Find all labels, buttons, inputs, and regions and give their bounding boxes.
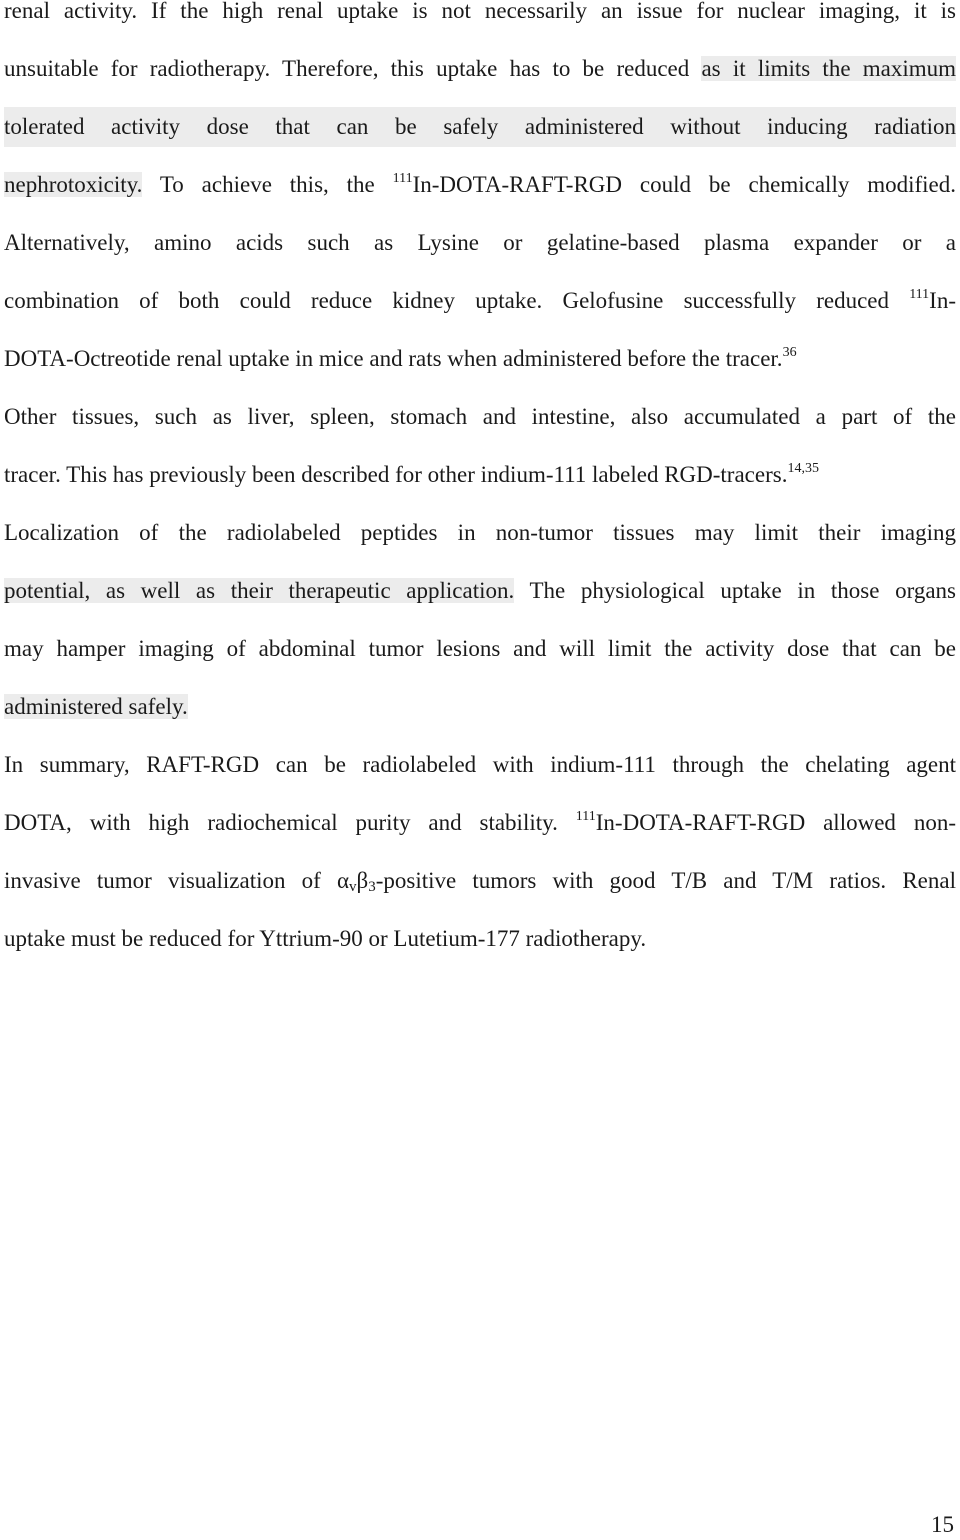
text-line — [4, 919, 956, 959]
highlighted-text-line — [4, 107, 956, 147]
highlighted-text: nephrotoxicity. — [4, 172, 143, 197]
text-run: In- — [929, 288, 956, 313]
text-line — [4, 165, 956, 205]
text-run: Localization of the radiolabeled peptides in non-tumor tissues may limit their imaging — [4, 520, 956, 545]
text-line — [4, 803, 956, 843]
subscript: 3 — [368, 879, 376, 895]
text-line — [4, 687, 956, 727]
text-line — [4, 0, 956, 31]
text-line — [4, 49, 956, 89]
text-run: Other tissues, such as liver, spleen, stomach and intestine, also accumulated a part of the — [4, 404, 956, 429]
superscript-isotope: 111 — [392, 171, 413, 186]
text-run: To achieve this, the — [142, 172, 393, 197]
text-run: The physiological uptake in those organs — [514, 578, 956, 603]
highlighted-text: administered safely. — [4, 694, 188, 719]
text-run: tracer. This has previously been described for other indium-111 labeled RGD-tracers. — [4, 462, 788, 487]
text-run: renal activity. If the high renal uptake is not necessarily an issue for nuclear imaging, it is — [4, 0, 956, 23]
text-run: DOTA, with high radiochemical purity and stability. — [4, 810, 576, 835]
superscript-isotope: 111 — [575, 809, 596, 824]
highlighted-text: as it limits the maximum — [701, 56, 956, 81]
text-run: -positive tumors with good T/B and T/M ratios. Renal — [375, 868, 956, 893]
text-run: combination of both could reduce kidney uptake. Gelofusine successfully reduced — [4, 288, 910, 313]
text-line — [4, 513, 956, 553]
text-run: In-DOTA-RAFT-RGD allowed non- — [595, 810, 956, 835]
citation-superscript: 36 — [782, 345, 797, 360]
text-run: invasive tumor visualization of α — [4, 868, 350, 893]
page-number: 15 — [931, 1512, 954, 1537]
text-line — [4, 745, 956, 785]
text-run: may hamper imaging of abdominal tumor lesions and will limit the activity dose that can be — [4, 636, 956, 661]
text-line — [4, 455, 956, 495]
text-line — [4, 223, 956, 263]
text-line — [4, 571, 956, 611]
text-run: β — [356, 868, 369, 893]
text-run: DOTA-Octreotide renal uptake in mice and rats when administered before the tracer. — [4, 346, 783, 371]
citation-superscript: 14,35 — [787, 461, 819, 476]
subscript: v — [349, 879, 357, 895]
text-run: In-DOTA-RAFT-RGD could be chemically modified. — [412, 172, 956, 197]
text-run: Alternatively, amino acids such as Lysine or gelatine-based plasma expander or a — [4, 230, 956, 255]
text-line — [4, 629, 956, 669]
text-run: tolerated activity dose that can be safely administered without inducing radiation — [4, 114, 956, 139]
text-line — [4, 339, 956, 379]
text-line — [4, 861, 956, 901]
highlighted-text: potential, as well as their therapeutic application. — [4, 578, 515, 603]
text-line — [4, 281, 956, 321]
text-run: unsuitable for radiotherapy. Therefore, this uptake has to be reduced — [4, 56, 702, 81]
text-line — [4, 397, 956, 437]
text-run: uptake must be reduced for Yttrium-90 or Lutetium-177 radiotherapy. — [4, 926, 647, 951]
superscript-isotope: 111 — [909, 287, 930, 302]
text-run: In summary, RAFT-RGD can be radiolabeled with indium-111 through the chelating agent — [4, 752, 956, 777]
